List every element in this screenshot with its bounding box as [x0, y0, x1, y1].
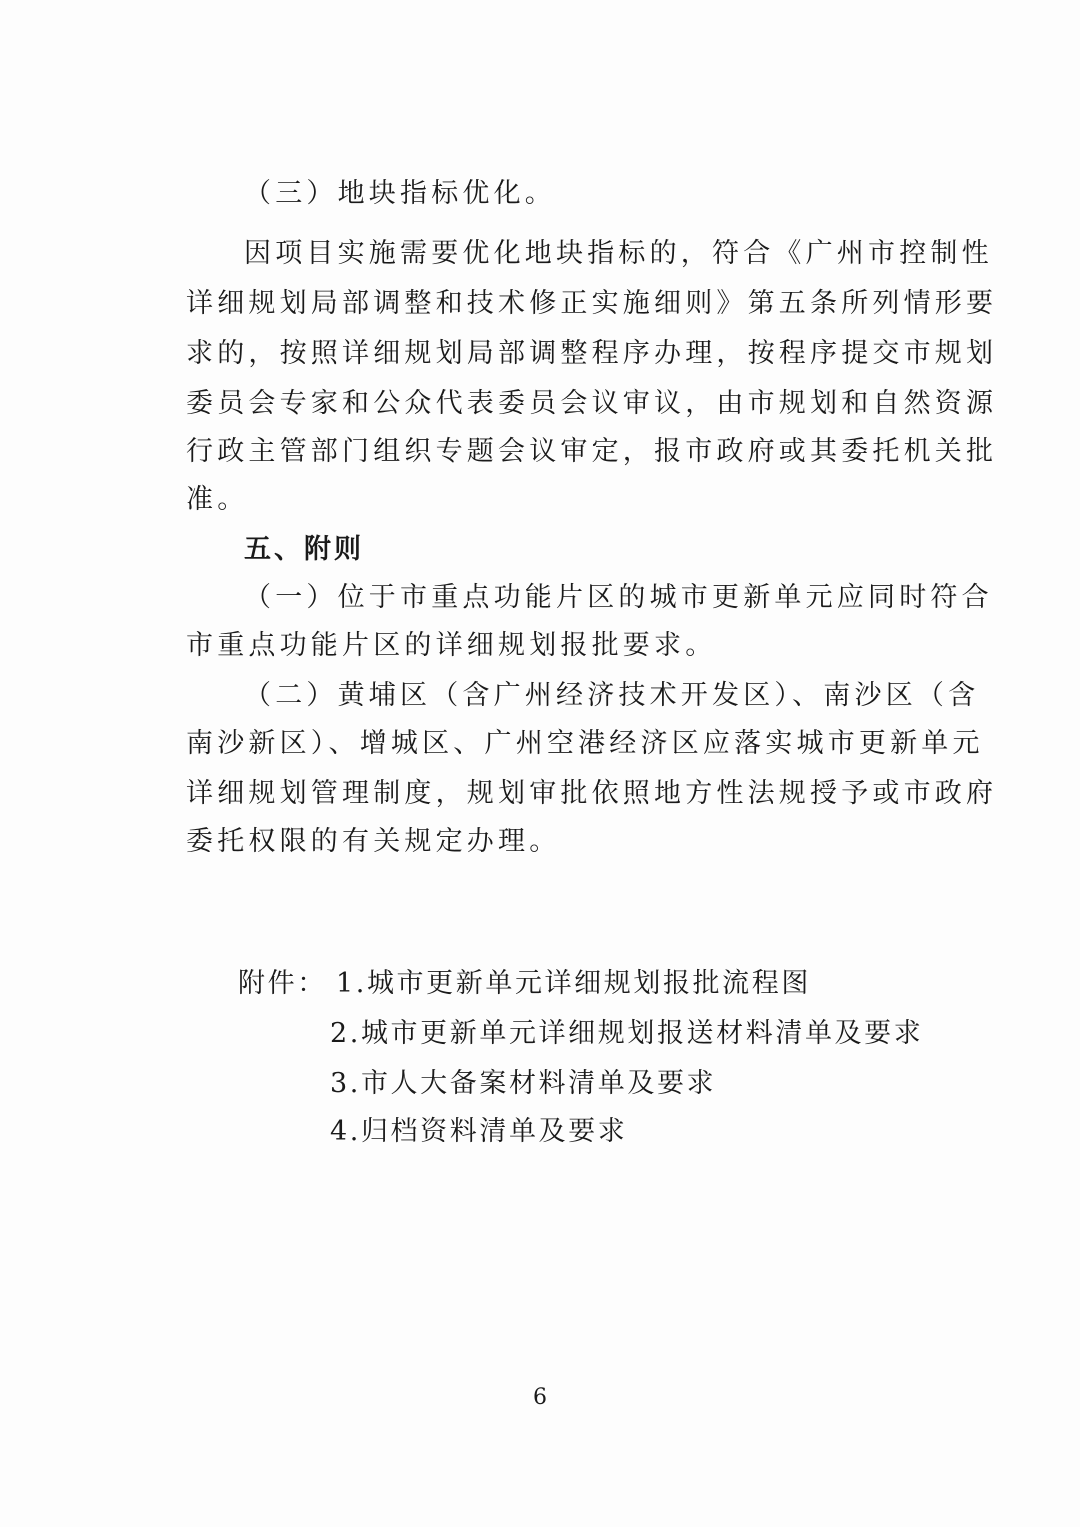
item-one-line: （一）位于市重点功能片区的城市更新单元应同时符合 [244, 582, 993, 613]
paragraph-line: 详细规划局部调整和技术修正实施细则》第五条所列情形要 [186, 288, 998, 319]
item-two-line: 南沙新区）、增城区、广州空港经济区应落实城市更新单元 [186, 728, 984, 759]
attachment-item: 3.市人大备案材料清单及要求 [330, 1068, 717, 1099]
item-one-line: 市重点功能片区的详细规划报批要求。 [186, 630, 717, 661]
attachment-item: 4.归档资料清单及要求 [330, 1116, 628, 1147]
paragraph-line: 委员会专家和公众代表委员会议审议，由市规划和自然资源 [186, 388, 998, 419]
attachment-item: 1.城市更新单元详细规划报批流程图 [336, 968, 811, 999]
item-two-line: （二）黄埔区（含广州经济技术开发区）、南沙区（含 [244, 680, 980, 711]
paragraph-line: 因项目实施需要优化地块指标的，符合《广州市控制性 [244, 238, 993, 269]
paragraph-line: 求的，按照详细规划局部调整程序办理，按程序提交市规划 [186, 338, 998, 369]
attachment-item: 2.城市更新单元详细规划报送材料清单及要求 [330, 1018, 924, 1049]
item-two-line: 委托权限的有关规定办理。 [186, 826, 561, 857]
paragraph-line: 行政主管部门组织专题会议审定，报市政府或其委托机关批 [186, 436, 998, 467]
item-two-line: 详细规划管理制度，规划审批依照地方性法规授予或市政府 [186, 778, 998, 809]
paragraph-line: 准。 [186, 484, 249, 515]
chapter-five-heading: 五、附则 [244, 534, 364, 565]
section-three-heading: （三）地块指标优化。 [244, 178, 556, 209]
page-number: 6 [533, 1385, 547, 1410]
attachments-label: 附件： [238, 968, 327, 999]
